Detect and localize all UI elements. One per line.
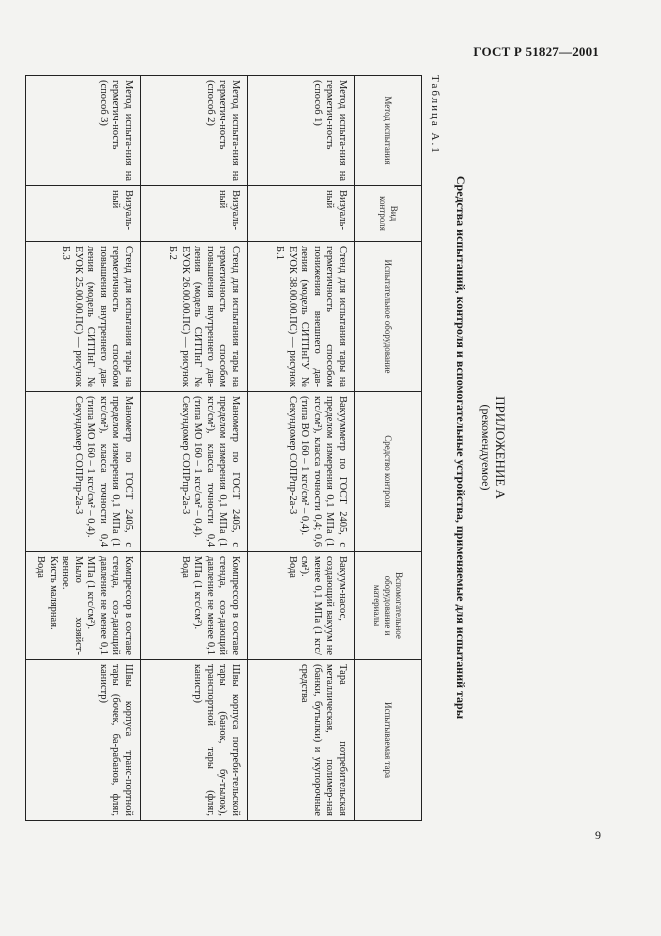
cell-auxiliary <box>248 552 355 660</box>
cell-method: Метод испыта-ния на герметич-ность (способ 1) <box>248 76 355 186</box>
col-header-method: Метод испытания <box>355 76 422 186</box>
cell-control: Визуаль-ный <box>26 186 141 242</box>
col-header-auxiliary: Вспомогательное оборудование и материалы <box>355 552 422 660</box>
table-row <box>141 76 248 821</box>
auxiliary-line: Компрессор в составе стенда, соз-дающий давление не менее 0,1 МПа (1 кгс/см²). <box>192 556 241 655</box>
cell-container: Швы корпуса транс-портной тары (бочек, ба-рабанов, фляг, канистр) <box>26 660 141 821</box>
auxiliary-line: Кисть малярная. <box>48 556 59 630</box>
rotated-table-block <box>35 75 630 820</box>
auxiliary-line: Вакуум-насос, создающий вакуум не менее 0,1 МПа (1 кгс/см²). <box>299 556 348 655</box>
cell-instruments <box>248 392 355 552</box>
cell-container: Тара потребительская металлическая, полимер-ная (банки, бутылки) и укупорочные средства <box>248 660 355 821</box>
cell-instruments <box>141 392 248 552</box>
equipment-table <box>25 75 422 821</box>
instrument-line: Вакуумметр по ГОСТ 2405, с пределом измерения 0,1 МПа (1 кгс/см²), класса точности 0,4; 0,6 (типа ВО 160 – 1 кгс/см² – 0,4). <box>299 396 348 547</box>
col-header-control: Вид контроля <box>355 186 422 242</box>
instrument-line: Манометр по ГОСТ 2405, с пределом измерения 0,1 МПа (1 кгс/см²), класса точности 0,4 (типа МО 160 – 1 кгс/см² – 0,4). <box>85 396 134 547</box>
cell-equipment: Стенд для испытания тары на герметичность способом повышения внутреннего дав-ления (модель СИТПнГ № ЕУОК 26.00.00.ПС) — рисунок Б.2 <box>141 242 248 392</box>
cell-equipment: Стенд для испытания тары на герметичность способом понижения внешнего дав-ления (модель СИТПнГУ № ЕУОК 38.00.00.ПС) — рисунок Б.1 <box>248 242 355 392</box>
col-header-instruments: Средство контроля <box>355 392 422 552</box>
appendix-title: ПРИЛОЖЕНИЕ А <box>493 396 508 499</box>
cell-control: Визуаль-ный <box>248 186 355 242</box>
col-header-equipment: Испытательное оборудование <box>355 242 422 392</box>
cell-equipment: Стенд для испытания тары на герметичность способом повышения внутреннего дав-ления (модель СИТПнГ № ЕУОК 25.00.00.ПС) — рисунок Б.3 <box>26 242 141 392</box>
table-row <box>248 76 355 821</box>
cell-method: Метод испыта-ния на герметич-ность (способ 3) <box>26 76 141 186</box>
table-label: Таблица А.1 <box>429 75 441 155</box>
cell-auxiliary <box>26 552 141 660</box>
table-title: Средства испытаний, контроля и вспомогательные устройства, применяемые для испытаний тары <box>454 175 468 720</box>
instrument-line: Секундомер СОПРпр-2а-3 <box>287 396 298 515</box>
auxiliary-line: Компрессор в составе стенда, соз-дающий давление не менее 0,1 МПа (1 кгс/см²). <box>85 556 134 655</box>
cell-control: Визуаль-ный <box>141 186 248 242</box>
instrument-line: Секундомер СОПРпр-2а-3 <box>180 396 191 515</box>
col-header-container: Испытываемая тара <box>355 660 422 821</box>
standard-number: ГОСТ Р 51827—2001 <box>473 44 599 59</box>
auxiliary-line: Мыло хозяйст-венное. <box>60 556 84 655</box>
cell-instruments <box>26 392 141 552</box>
table-row <box>26 76 141 821</box>
cell-method: Метод испыта-ния на герметич-ность (способ 2) <box>141 76 248 186</box>
instrument-line: Секундомер СОПРпр-2а-3 <box>73 396 84 515</box>
auxiliary-line: Вода <box>287 556 298 578</box>
auxiliary-line: Вода <box>35 556 47 578</box>
auxiliary-line: Вода <box>180 556 191 578</box>
page-number: 9 <box>595 828 601 842</box>
appendix-subtitle: (рекомендуемое) <box>479 404 493 491</box>
cell-container: Швы корпуса потреби-тельской тары (банок, бу-тылок), транспортной тары (фляг, канистр) <box>141 660 248 821</box>
table-header-row <box>355 76 422 821</box>
cell-auxiliary <box>141 552 248 660</box>
instrument-line: Манометр по ГОСТ 2405, с пределом измерения 0,1 МПа (1 кгс/см²), класса точности 0,4 (типа МО 160 – 1 кгс/см² – 0,4). <box>192 396 241 547</box>
